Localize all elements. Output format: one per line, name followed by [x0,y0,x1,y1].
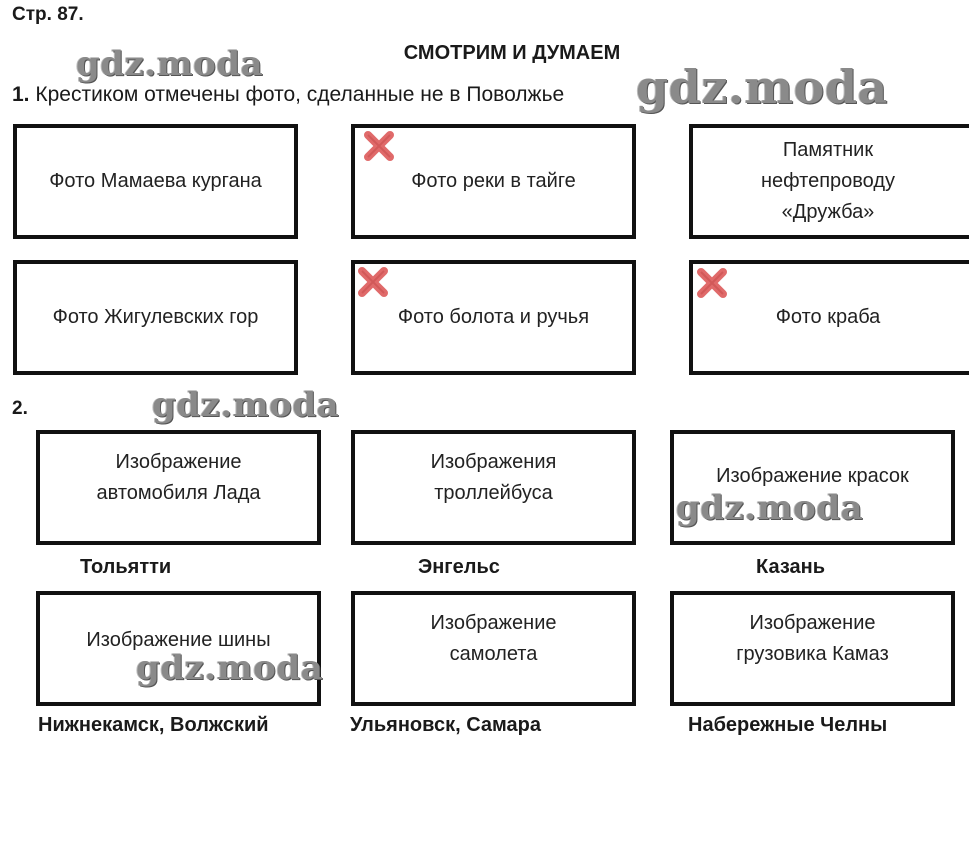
photo-box-mamaev-kurgan [13,124,298,239]
image-box-airplane [351,591,636,706]
watermark: gdz.moda [136,648,324,688]
city-label: Тольятти [80,556,172,578]
task-1-text: Крестиком отмечены фото, сделанные не в Поволжье [35,83,565,106]
city-label: Набережные Челны [688,714,888,736]
photo-box-label: Фото болота и ручья [397,306,590,328]
page-title: СМОТРИМ И ДУМАЕМ [403,42,621,64]
photo-box-zhiguli-mountains [13,260,298,375]
image-box-kamaz-truck [670,591,955,706]
image-box-lada-car [36,430,321,545]
page-number: Стр. 87. [12,4,84,25]
image-box-label: Изображение грузовика Камаз [736,612,889,665]
image-box-label: Изображение самолета [430,612,557,665]
photo-box-label: Фото реки в тайге [411,170,576,192]
image-box-label: Изображение автомобиля Лада [96,451,261,504]
image-box-label: Изображение красок [716,465,909,487]
watermark: gdz.moda [636,60,888,114]
watermark: gdz.moda [676,488,864,528]
task-1-heading [12,83,564,107]
photo-box-label: Фото Жигулевских гор [52,306,259,328]
cross-mark-icon [362,129,396,163]
image-box-label: Изображения троллейбуса [430,451,557,504]
photo-box-label: Памятник нефтепроводу «Дружба» [760,139,896,223]
city-label: Казань [756,556,825,578]
photo-box-label: Фото Мамаева кургана [49,170,262,192]
task-1-number: 1. [12,83,30,106]
photo-box-crab [689,260,969,375]
image-box-label: Изображение шины [86,629,271,651]
cross-mark-icon [695,266,729,300]
city-label: Ульяновск, Самара [350,714,541,736]
task-2-number: 2. [12,398,28,419]
photo-box-label: Фото краба [775,306,881,328]
photo-box-swamp-stream [351,260,636,375]
watermark: gdz.moda [76,44,264,84]
photo-box-druzhba-monument [689,124,969,239]
watermark: gdz.moda [152,385,340,425]
cross-mark-icon [356,265,390,299]
image-box-trolleybus [351,430,636,545]
city-label: Энгельс [418,556,500,578]
city-label: Нижнекамск, Волжский [38,714,269,736]
